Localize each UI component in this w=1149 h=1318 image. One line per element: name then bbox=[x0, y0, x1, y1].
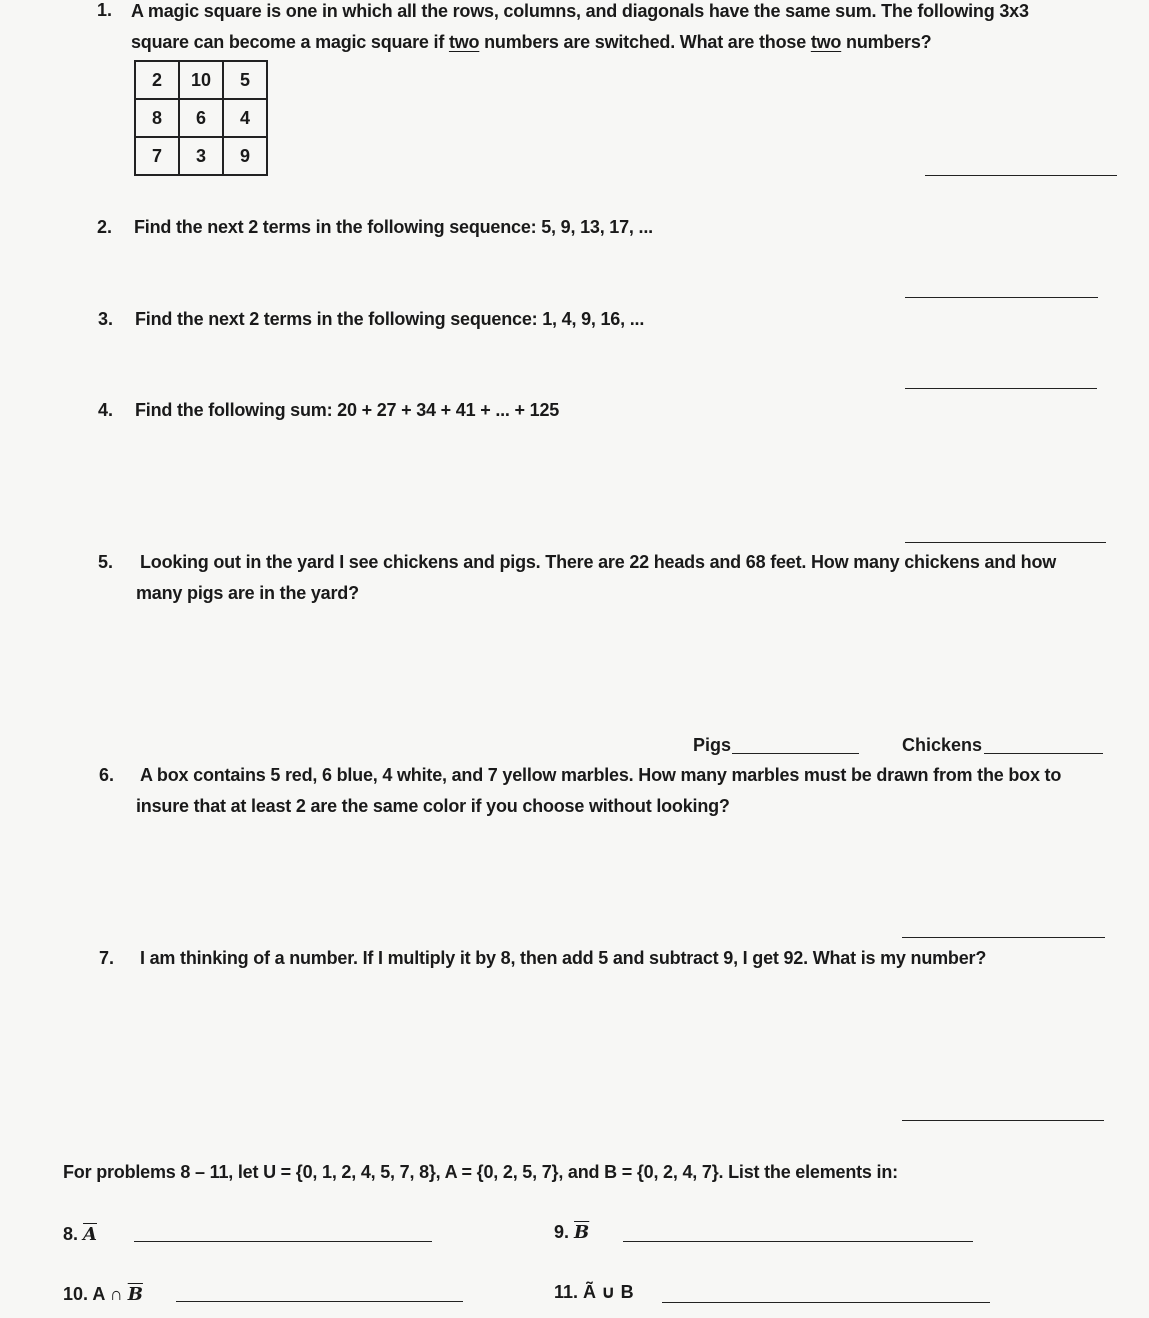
q11-expression: Ã ∪ B bbox=[583, 1282, 634, 1302]
q9-label bbox=[554, 1222, 589, 1243]
q11-answer-line[interactable] bbox=[662, 1302, 990, 1303]
q1-line2-e: numbers? bbox=[841, 32, 932, 52]
q3-number: 3. bbox=[98, 309, 114, 329]
q7-text: I am thinking of a number. If I multiply it by 8, then add 5 and subtract 9, I get 92. What is my number? bbox=[140, 948, 987, 968]
q1-line2-c: numbers are switched. What are those bbox=[479, 32, 811, 52]
grid-cell: 2 bbox=[135, 61, 179, 99]
q1-underline-two-a: two bbox=[448, 32, 480, 52]
q8-answer-line[interactable] bbox=[134, 1241, 432, 1242]
q2-answer-line[interactable] bbox=[905, 297, 1098, 298]
q1-answer-line[interactable] bbox=[925, 175, 1117, 176]
q7-number: 7. bbox=[99, 948, 115, 968]
q2-text: Find the next 2 terms in the following sequence: 5, 9, 13, 17, ... bbox=[134, 217, 653, 237]
q1-text bbox=[131, 0, 1131, 58]
q9-answer-line[interactable] bbox=[623, 1241, 973, 1242]
q4-number: 4. bbox=[98, 400, 114, 420]
grid-row bbox=[135, 99, 267, 137]
q6-line2: insure that at least 2 are the same color if you choose without looking? bbox=[136, 796, 730, 816]
q10-prefix: A ∩ bbox=[92, 1284, 128, 1304]
q8-label bbox=[63, 1224, 97, 1245]
q1-line2 bbox=[131, 27, 1131, 58]
grid-cell: 6 bbox=[179, 99, 223, 137]
q7-answer-line[interactable] bbox=[902, 1120, 1104, 1121]
grid-row bbox=[135, 61, 267, 99]
pigs-answer-line[interactable] bbox=[732, 753, 859, 754]
magic-square-grid bbox=[134, 60, 268, 176]
grid-cell: 10 bbox=[179, 61, 223, 99]
q1-underline-two-b: two bbox=[810, 32, 842, 52]
q6-answer-line[interactable] bbox=[902, 937, 1105, 938]
q6-text bbox=[136, 760, 1136, 822]
q4-answer-line[interactable] bbox=[905, 542, 1106, 543]
pigs-label: Pigs bbox=[693, 735, 732, 755]
q3-answer-line[interactable] bbox=[905, 388, 1097, 389]
q9-number: 9. bbox=[554, 1222, 570, 1242]
q10-number: 10. bbox=[63, 1284, 89, 1304]
chickens-label: Chickens bbox=[902, 735, 983, 755]
grid-cell: 5 bbox=[223, 61, 267, 99]
q10-answer-line[interactable] bbox=[176, 1301, 463, 1302]
q5-text bbox=[136, 547, 1126, 609]
grid-cell: 7 bbox=[135, 137, 179, 175]
q1-number: 1. bbox=[97, 0, 113, 20]
q10-label bbox=[63, 1284, 143, 1305]
grid-cell: 8 bbox=[135, 99, 179, 137]
q5-line2: many pigs are in the yard? bbox=[136, 583, 359, 603]
q2-number: 2. bbox=[97, 217, 113, 237]
q11-number: 11. bbox=[554, 1282, 579, 1302]
q8-set-complement: $\overline{A}$ bbox=[83, 1224, 97, 1245]
grid-row bbox=[135, 137, 267, 175]
grid-cell: 9 bbox=[223, 137, 267, 175]
q6-line1: A box contains 5 red, 6 blue, 4 white, and 7 yellow marbles. How many marbles must be drawn from the box to bbox=[140, 765, 1062, 785]
q5-number: 5. bbox=[98, 552, 114, 572]
q9-set-complement: $\overline{B}$ bbox=[574, 1222, 590, 1243]
chickens-answer-line[interactable] bbox=[984, 753, 1103, 754]
q11-label bbox=[554, 1282, 634, 1303]
sets-intro: For problems 8 – 11, let U = {0, 1, 2, 4, 5, 7, 8}, A = {0, 2, 5, 7}, and B = {0, 2, 4, 7}. List the elements in: bbox=[63, 1162, 898, 1182]
q8-number: 8. bbox=[63, 1224, 79, 1244]
q6-number: 6. bbox=[99, 765, 115, 785]
q3-text: Find the next 2 terms in the following sequence: 1, 4, 9, 16, ... bbox=[135, 309, 645, 329]
q1-line1: A magic square is one in which all the rows, columns, and diagonals have the same sum. The following 3x3 bbox=[131, 1, 1029, 21]
grid-cell: 4 bbox=[223, 99, 267, 137]
q10-set-complement: $\overline{B}$ bbox=[127, 1284, 143, 1305]
q1-line2-a: square can become a magic square if bbox=[131, 32, 449, 52]
q4-text: Find the following sum: 20 + 27 + 34 + 41 + ... + 125 bbox=[135, 400, 560, 420]
grid-cell: 3 bbox=[179, 137, 223, 175]
q5-line1: Looking out in the yard I see chickens and pigs. There are 22 heads and 68 feet. How many chickens and how bbox=[140, 552, 1057, 572]
